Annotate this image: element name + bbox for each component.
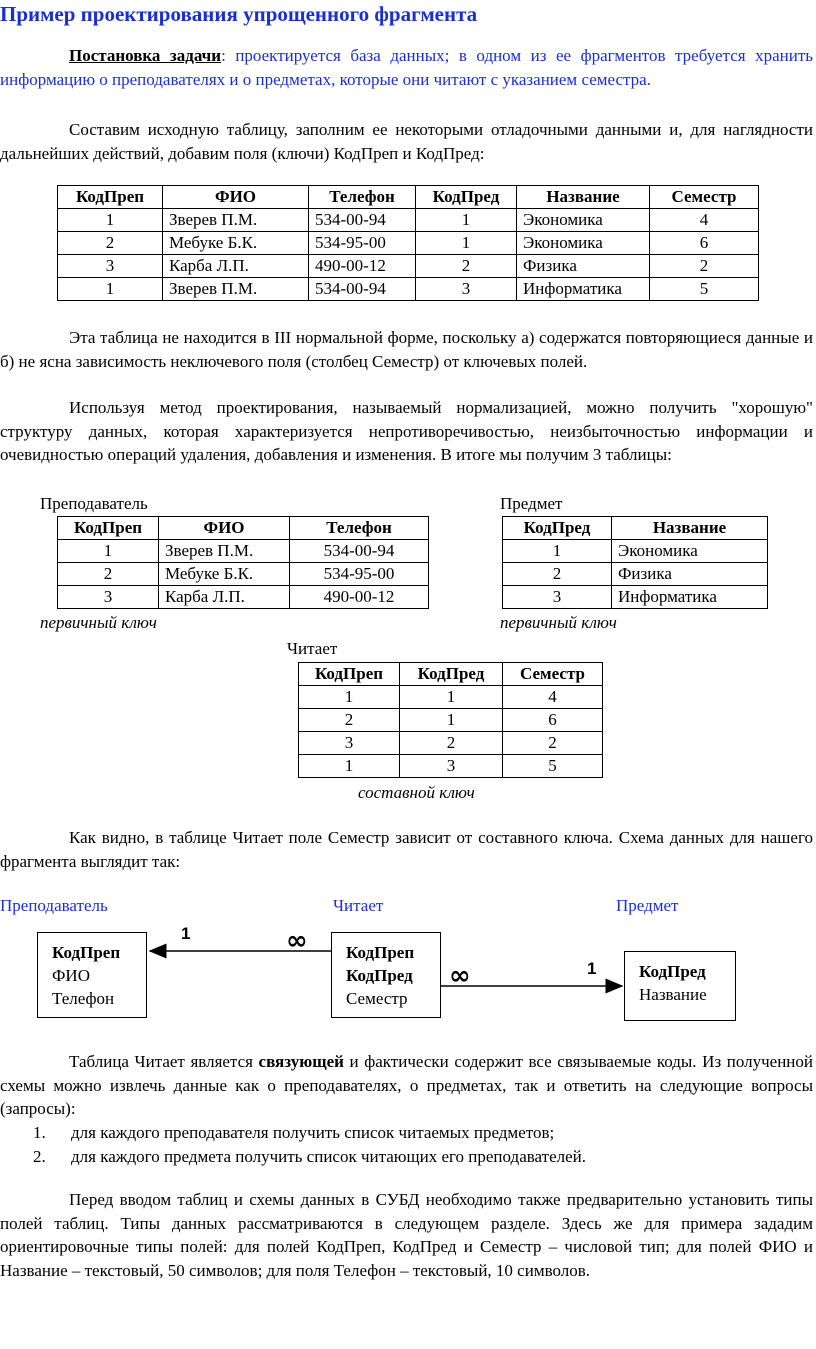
table-cell: 1 [416,232,517,255]
paragraph-normalization: Используя метод проектирования, называемый нормализацией, можно получить "хорошую" структуру данных, которая характеризуется непротиворечивостью, неизбыточностью информации и очевидностью операций удаления, добавления и изменения. В итоге мы получим 3 таблицы: [0,398,813,464]
entity-field: Название [639,985,707,1004]
column-header: Название [517,186,650,209]
table-cell: 3 [58,586,159,609]
cardinality-many: ∞ [449,961,471,991]
diagram-label-subject: Предмет [616,896,679,915]
paragraph-linking-table [0,1050,813,1121]
list-text: для каждого предмета получить список читающих его преподавателей. [71,1146,586,1166]
list-item [0,1145,813,1169]
subject-table-caption: Предмет [500,494,563,513]
table-cell: 2 [400,732,503,755]
table-cell: 1 [299,686,400,709]
teacher-table-caption: Преподаватель [40,494,148,513]
column-header: КодПред [503,517,612,540]
entity-field: ФИО [52,966,90,985]
table-cell: 2 [299,709,400,732]
table-cell: 1 [299,755,400,778]
list-number: 2. [33,1146,46,1166]
cardinality-one: 1 [181,924,191,943]
column-header: КодПреп [299,663,400,686]
table-cell: 534-95-00 [309,232,416,255]
table-cell: 490-00-12 [309,255,416,278]
table-cell: Мебуке Б.К. [163,232,309,255]
intro-label: Постановка задачи [69,46,222,65]
column-header: КодПред [400,663,503,686]
queries-list [0,1121,813,1168]
list-item [0,1121,813,1145]
column-header: Семестр [650,186,759,209]
table-cell: Зверев П.М. [163,278,309,301]
table-cell: 2 [416,255,517,278]
text: и фактически содержит все связываемые коды. Из полученной схемы можно извлечь данные как о преподавателях, о предметах, так и ответить на следующие вопросы (запросы): [0,1052,814,1118]
table-cell: Мебуке Б.К. [159,563,290,586]
table-cell: 1 [58,540,159,563]
table-cell: 2 [503,732,603,755]
table-cell: 2 [58,232,163,255]
table-cell: 2 [650,255,759,278]
reads-key-note: составной ключ [358,783,475,802]
table-cell: Физика [612,563,768,586]
table-cell: Экономика [517,232,650,255]
column-header: Телефон [309,186,416,209]
column-header: КодПреп [58,517,159,540]
entity-field-key: КодПреп [52,943,121,962]
table-cell: 1 [400,686,503,709]
column-header: КодПреп [58,186,163,209]
table-cell: 3 [400,755,503,778]
table-cell: 534-00-94 [309,278,416,301]
table-cell: Физика [517,255,650,278]
paragraph-source-table: Составим исходную таблицу, заполним ее некоторыми отладочными данными и, для наглядности дальнейших действий, добавим поля (ключи) КодПреп и КодПред: [0,120,813,163]
paragraph-field-types: Перед вводом таблиц и схемы данных в СУБД необходимо также предварительно установить типы полей таблиц. Типы данных рассматриваются в следующем разделе. Здесь же для примера зададим ориентировочные типы полей: для полей КодПреп, КодПред и Семестр – числовой тип; для полей ФИО и Название – текстовый, 50 символов; для поля Телефон – текстовый, 10 символов. [0,1190,813,1280]
column-header: Телефон [290,517,429,540]
entity-field: Семестр [346,989,408,1008]
column-header: Семестр [503,663,603,686]
table-cell: Экономика [612,540,768,563]
table-cell: 5 [650,278,759,301]
table-cell: Зверев П.М. [163,209,309,232]
cardinality-one: 1 [587,959,597,978]
table-cell: Карба Л.П. [159,586,290,609]
column-header: Название [612,517,768,540]
table-cell: 2 [58,563,159,586]
table-cell: 1 [400,709,503,732]
bold-term: связующей [258,1052,344,1071]
reads-table-caption: Читает [287,639,338,658]
table-cell: 1 [416,209,517,232]
table-cell: Информатика [612,586,768,609]
table-cell: 1 [58,209,163,232]
table-cell: Экономика [517,209,650,232]
table-cell: 1 [58,278,163,301]
table-cell: 490-00-12 [290,586,429,609]
table-cell: Зверев П.М. [159,540,290,563]
page-title: Пример проектирования упрощенного фрагмента [0,2,478,26]
table-cell: 534-00-94 [309,209,416,232]
paragraph-schema: Как видно, в таблице Читает поле Семестр зависит от составного ключа. Схема данных для нашего фрагмента выглядит так: [0,828,813,871]
table-cell: 2 [503,563,612,586]
table-cell: 5 [503,755,603,778]
table-cell: 3 [503,586,612,609]
entity-field: Телефон [52,989,115,1008]
list-text: для каждого преподавателя получить список читаемых предметов; [71,1123,555,1142]
entity-field-key: КодПред [639,962,706,981]
subject-key-note: первичный ключ [500,613,617,632]
entity-field-key: КодПреп [346,943,415,962]
intro-text: : проектируется база данных; в одном из ее фрагментов требуется хранить информацию о преподавателях и о предметах, которые они читают с указанием семестра. [0,46,813,89]
table-cell: 534-00-94 [290,540,429,563]
table-cell: 3 [416,278,517,301]
table-cell: 3 [58,255,163,278]
table-cell: 534-95-00 [290,563,429,586]
table-cell: 4 [503,686,603,709]
text: Таблица Читает является [69,1052,259,1071]
column-header: ФИО [159,517,290,540]
list-number: 1. [33,1123,46,1142]
paragraph-normal-form: Эта таблица не находится в III нормальной форме, поскольку а) содержатся повторяющиеся данные и б) не ясна зависимость неключевого поля (столбец Семестр) от ключевых полей. [0,328,813,371]
table-cell: Информатика [517,278,650,301]
table-cell: 6 [503,709,603,732]
teacher-key-note: первичный ключ [40,613,157,632]
table-cell: Карба Л.П. [163,255,309,278]
table-cell: 6 [650,232,759,255]
column-header: ФИО [163,186,309,209]
diagram-label-teacher: Преподаватель [0,896,108,915]
diagram-label-reads: Читает [333,896,384,915]
table-cell: 4 [650,209,759,232]
cardinality-many: ∞ [286,926,308,956]
column-header: КодПред [416,186,517,209]
entity-field-key: КодПред [346,966,413,985]
table-cell: 3 [299,732,400,755]
table-cell: 1 [503,540,612,563]
